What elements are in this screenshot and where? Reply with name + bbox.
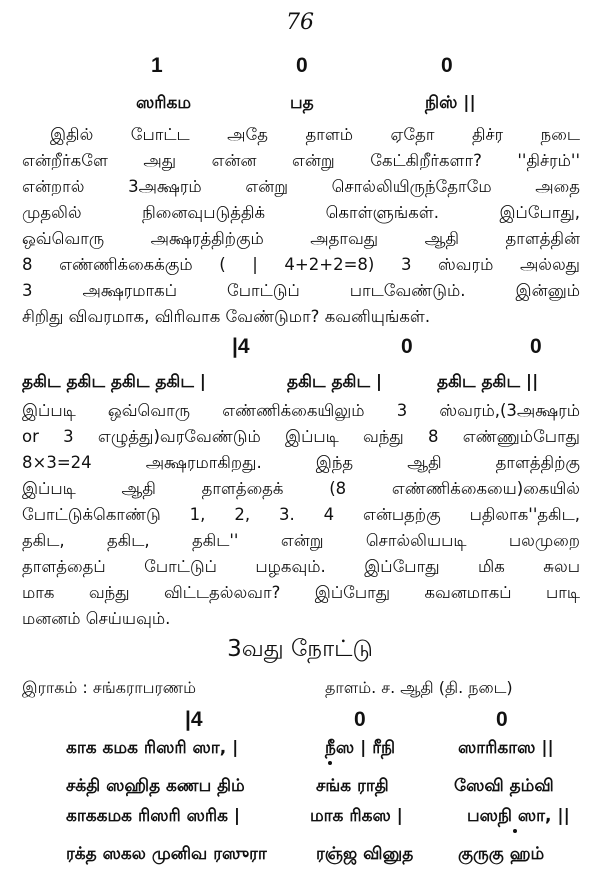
tala-mark: 0 (530, 335, 542, 358)
swara-group: நிஸ் || (425, 93, 476, 113)
sahitya-group: குருகு ஹம் (458, 844, 545, 864)
takita-group: தகிட தகிட | (287, 372, 383, 392)
paragraph-line: இதில் போட்ட அதே தாளம் ஏதோ திச்ர நடை (50, 125, 580, 144)
swara-group: மாக ரிகஸ | (310, 806, 403, 826)
takita-group: தகிட தகிட || (437, 372, 539, 392)
tala-mark: |4 (232, 335, 250, 358)
sahitya-group: சக்தி ஸஹித கணப திம் (66, 776, 245, 796)
paragraph-line: இப்படி ஒவ்வொரு எண்ணிக்கையிலும் 3 ஸ்வரம்,(3அக்ஷரம் (22, 401, 580, 420)
explanation-paragraph (22, 398, 580, 632)
sahitya-group: ஸேவி தம்வி (454, 776, 554, 796)
swara-group: ஸரிகம (136, 93, 192, 113)
tala-mark: 0 (496, 708, 508, 731)
paragraph-line: தாளத்தைப் போட்டுப் பழகவும். இப்போது மிக சுலப (22, 557, 580, 576)
sahitya-group: ரஞ்ஜ வினுத (316, 844, 414, 864)
section-heading: 3வது நோட்டு (227, 636, 373, 662)
swara-group: நீஸ | ரீநி (325, 738, 396, 758)
paragraph-line: மனனம் செய்யவும். (22, 609, 171, 628)
swara-group: பஸநி ஸா, || (467, 806, 570, 826)
tala-mark: 0 (401, 335, 413, 358)
swara-group: பத (290, 93, 314, 113)
octave-dot (513, 829, 517, 833)
paragraph-line: போட்டுக்கொண்டு 1, 2, 3. 4 என்பதற்கு பதிலாக''தகிட, (22, 505, 580, 524)
octave-dot (328, 761, 332, 765)
ragam-label: இராகம் : சங்கராபரணம் (22, 678, 196, 697)
paragraph-line: என்றால் 3அக்ஷரம் என்று சொல்லியிருந்தோமே அதை (22, 177, 580, 196)
page-number: 76 (286, 10, 314, 35)
paragraph-line: இப்படி ஆதி தாளத்தைக் (8 எண்ணிக்கையை)கையில் (22, 479, 580, 498)
takita-group: தகிட தகிட தகிட தகிட | (22, 372, 207, 392)
paragraph-line: சிறிது விவரமாக, விரிவாக வேண்டுமா? கவனியுங்கள். (22, 307, 431, 326)
paragraph-line: 8 எண்ணிக்கைக்கும் ( | 4+2+2=8) 3 ஸ்வரம் அல்லது (22, 255, 580, 274)
tala-mark: 0 (354, 708, 366, 731)
sahitya-group: ரக்த ஸகல முனிவ ரஸுரா (66, 844, 267, 864)
tala-mark: 1 (151, 54, 163, 77)
sahitya-group: சங்க ராதி (316, 776, 389, 796)
paragraph-line: தகிட, தகிட, தகிட'' என்று சொல்லியபடி பலமுறை (22, 531, 580, 550)
swara-group: ஸாரிகாஸ || (458, 738, 554, 758)
paragraph-line: or 3 எழுத்து)வரவேண்டும் இப்படி வந்து 8 எண்ணும்போது (22, 427, 580, 446)
paragraph-line: 8×3=24 அக்ஷரமாகிறது. இந்த ஆதி தாளத்திற்கு (22, 453, 580, 472)
tala-mark: 0 (441, 54, 453, 77)
explanation-paragraph (22, 122, 580, 330)
paragraph-line: 3 அக்ஷரமாகப் போட்டுப் பாடவேண்டும். இன்னும் (22, 281, 580, 300)
swara-group: காககமக ரிஸரி ஸரிக | (66, 806, 241, 826)
tala-mark: |4 (185, 708, 203, 731)
paragraph-line: முதலில் நினைவுபடுத்திக் கொள்ளுங்கள். இப்போது, (22, 203, 580, 222)
paragraph-line: என்றீர்களே அது என்ன என்று கேட்கிறீர்களா? ''திச்ரம்'' (22, 151, 580, 170)
tala-mark: 0 (296, 54, 308, 77)
swara-group: காக கமக ரிஸரி ஸா, | (66, 738, 239, 758)
paragraph-line: மாக வந்து விட்டதல்லவா? இப்போது கவனமாகப் பாடி (22, 583, 580, 602)
paragraph-line: ஒவ்வொரு அக்ஷரத்திற்கும் அதாவது ஆதி தாளத்தின் (22, 229, 580, 248)
talam-label: தாளம். ச. ஆதி (தி. நடை) (325, 678, 513, 697)
